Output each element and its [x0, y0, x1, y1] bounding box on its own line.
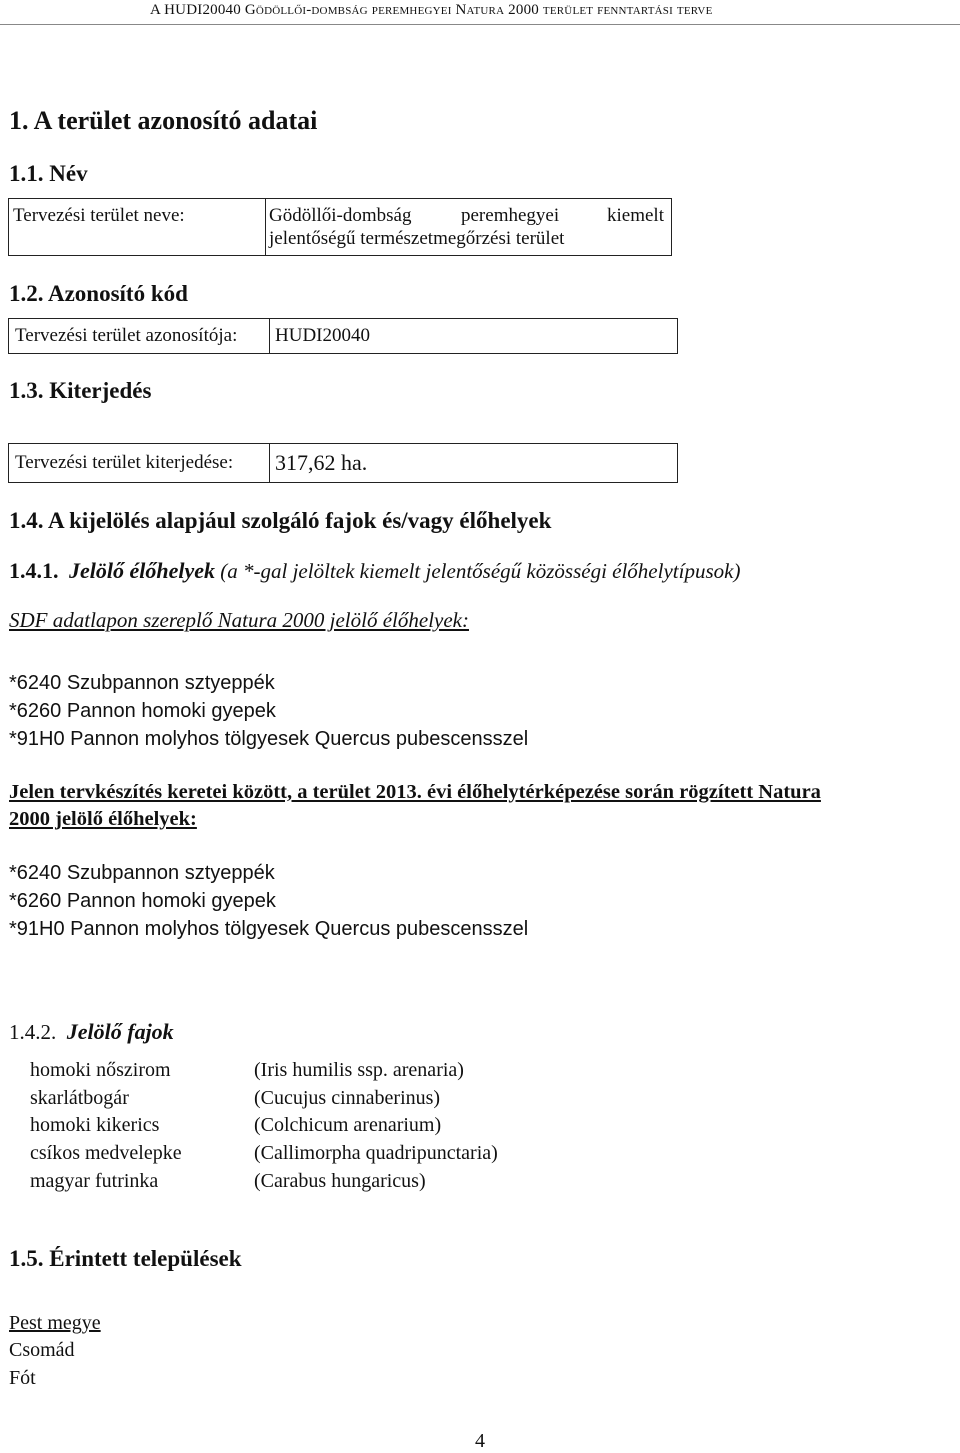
code-value: HUDI20040 — [275, 325, 370, 346]
section-1-4-2-title: Jelölő fajok — [66, 1019, 174, 1044]
section-1-4-title: 1.4. A kijelölés alapjául szolgáló fajok és/vagy élőhelyek — [9, 508, 552, 533]
name-table — [8, 198, 672, 256]
species-name-2: skarlátbogár — [30, 1087, 129, 1109]
sdf-heading: SDF adatlapon szereplő Natura 2000 jelölő élőhelyek: — [9, 608, 469, 632]
extent-label: Tervezési terület kiterjedése: — [15, 452, 234, 473]
section-1-4-1-title: Jelölő élőhelyek — [69, 558, 216, 583]
extent-table — [8, 443, 678, 483]
town-2: Fót — [9, 1367, 36, 1389]
page-number: 4 — [475, 1430, 485, 1452]
section-1-4-1-number: 1.4.1. — [9, 558, 59, 583]
species-name-3: homoki kikerics — [30, 1114, 160, 1136]
name-value-line-2: jelentőségű természetmegőrzési terület — [269, 228, 565, 249]
current-item-3: *91H0 Pannon molyhos tölgyesek Quercus pubescensszel — [9, 918, 529, 940]
section-1-4-1-heading — [9, 558, 740, 584]
sdf-item-1: *6240 Szubpannon sztyeppék — [9, 672, 275, 694]
species-latin-4: (Callimorpha quadripunctaria) — [254, 1142, 498, 1164]
sdf-item-3: *91H0 Pannon molyhos tölgyesek Quercus pubescensszel — [9, 728, 529, 750]
species-name-5: magyar futrinka — [30, 1170, 159, 1192]
section-1-4-2-heading — [9, 1019, 174, 1045]
name-value-word-3: kiemelt — [607, 205, 664, 226]
extent-value: 317,62 ha. — [275, 450, 368, 475]
name-value-word-2: peremhegyei — [461, 205, 560, 226]
sdf-item-2: *6260 Pannon homoki gyepek — [9, 700, 276, 722]
current-item-1: *6240 Szubpannon sztyeppék — [9, 862, 275, 884]
species-latin-3: (Colchicum arenarium) — [254, 1114, 442, 1136]
section-1-2-title: 1.2. Azonosító kód — [9, 281, 188, 306]
section-1-3-title: 1.3. Kiterjedés — [9, 378, 152, 403]
species-name-4: csíkos medvelepke — [30, 1142, 182, 1164]
section-1-1-title: 1.1. Név — [9, 161, 88, 186]
species-latin-5: (Carabus hungaricus) — [254, 1170, 426, 1192]
section-1-title: 1. A terület azonosító adatai — [9, 106, 318, 135]
name-label: Tervezési terület neve: — [13, 205, 185, 226]
county-name: Pest megye — [9, 1312, 101, 1334]
code-table — [8, 318, 678, 354]
code-label: Tervezési terület azonosítója: — [15, 325, 238, 346]
current-heading-line-1: Jelen tervkészítés keretei között, a terület 2013. évi élőhelytérképezése során rögzített Natura — [9, 781, 821, 803]
name-value-word-1: Gödöllői-dombság — [269, 205, 412, 226]
page-header-title: A HUDI20040 Gödöllői-dombság peremhegyei Natura 2000 terület fenntartási terve — [150, 2, 713, 18]
current-item-2: *6260 Pannon homoki gyepek — [9, 890, 276, 912]
species-latin-1: (Iris humilis ssp. arenaria) — [254, 1059, 464, 1081]
town-1: Csomád — [9, 1339, 75, 1361]
section-1-4-2-number: 1.4.2. — [9, 1020, 57, 1044]
section-1-4-1-subtitle: (a *-gal jelöltek kiemelt jelentőségű közösségi élőhelytípusok) — [220, 559, 741, 583]
current-heading-line-2: 2000 jelölő élőhelyek: — [9, 808, 197, 830]
section-1-5-title: 1.5. Érintett települések — [9, 1246, 242, 1271]
species-name-1: homoki nőszirom — [30, 1059, 171, 1081]
species-latin-2: (Cucujus cinnaberinus) — [254, 1087, 441, 1109]
